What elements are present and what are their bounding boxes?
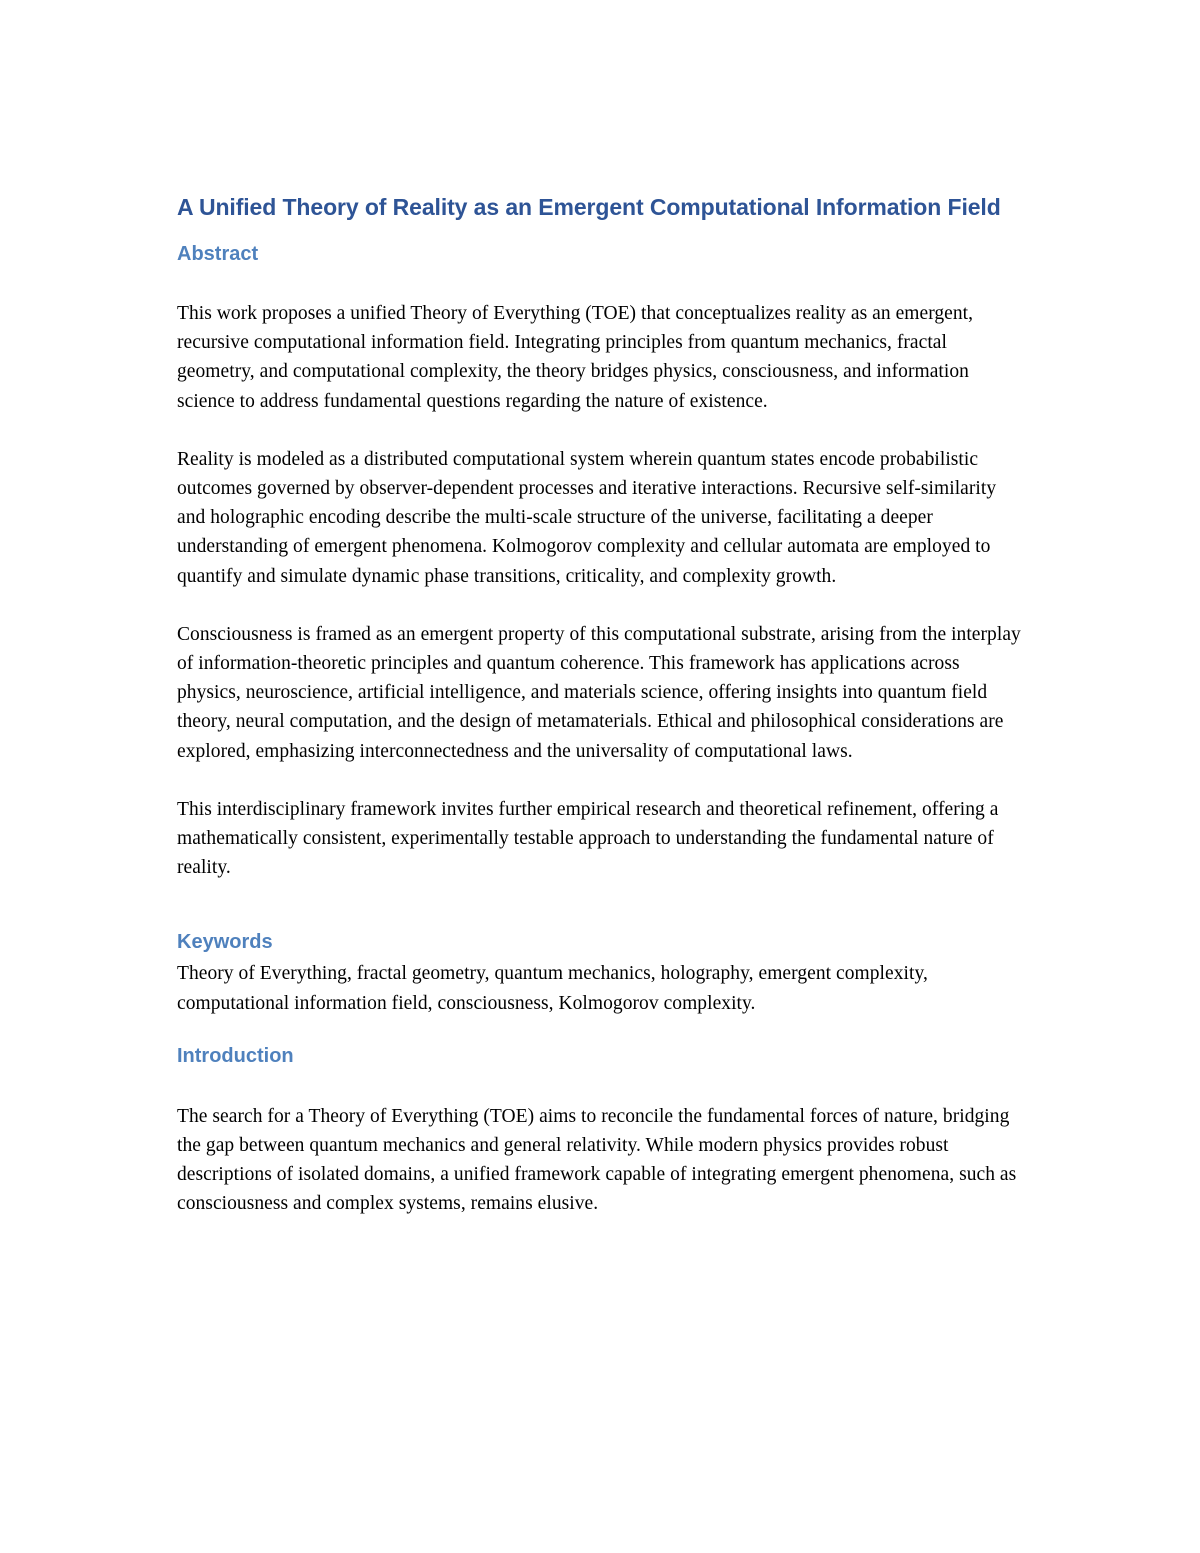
keywords-text: Theory of Everything, fractal geometry, quantum mechanics, holography, emergent complexity, computational information field, consciousness, Kolmogorov complexity. bbox=[177, 963, 928, 1014]
introduction-heading: Introduction bbox=[177, 1044, 294, 1067]
abstract-paragraph: This work proposes a unified Theory of Everything (TOE) that conceptualizes reality as an emergent, recursive computational information field. Integrating principles from quantum mechanics, fractal geometry, and computational complexity, the theory bridges physics, consciousness, and information science to address fundamental questions regarding the nature of existence. bbox=[177, 303, 974, 412]
abstract-paragraph: Consciousness is framed as an emergent property of this computational substrate, arising from the interplay of information-theoretic principles and quantum coherence. This framework has applications across physics, neuroscience, artificial intelligence, and materials science, offering insights into quantum field theory, neural computation, and the design of metamaterials. Ethical and philosophical considerations are explored, emphasizing interconnectedness and the universality of computational laws. bbox=[177, 623, 1021, 762]
keywords-heading: Keywords bbox=[177, 931, 273, 954]
abstract-paragraph: This interdisciplinary framework invites further empirical research and theoretical refinement, offering a mathematically consistent, experimentally testable approach to understanding the fundamental nature of reality. bbox=[177, 798, 999, 879]
abstract-paragraph: Reality is modeled as a distributed computational system wherein quantum states encode probabilistic outcomes governed by observer-dependent processes and iterative interactions. Recursive self-similarity and holographic encoding describe the multi-scale structure of the universe, facilitating a deeper understanding of emergent phenomena. Kolmogorov complexity and cellular automata are employed to quantify and simulate dynamic phase transitions, criticality, and complexity growth. bbox=[177, 448, 997, 587]
introduction-paragraph: The search for a Theory of Everything (TOE) aims to reconcile the fundamental forces of nature, bridging the gap between quantum mechanics and general relativity. While modern physics provides robust descriptions of isolated domains, a unified framework capable of integrating emergent phenomena, such as consciousness and complex systems, remains elusive. bbox=[177, 1105, 1017, 1215]
document-body bbox=[177, 188, 1027, 1219]
paper-title: A Unified Theory of Reality as an Emergent Computational Information Field bbox=[177, 194, 1001, 220]
abstract-heading: Abstract bbox=[177, 243, 259, 265]
